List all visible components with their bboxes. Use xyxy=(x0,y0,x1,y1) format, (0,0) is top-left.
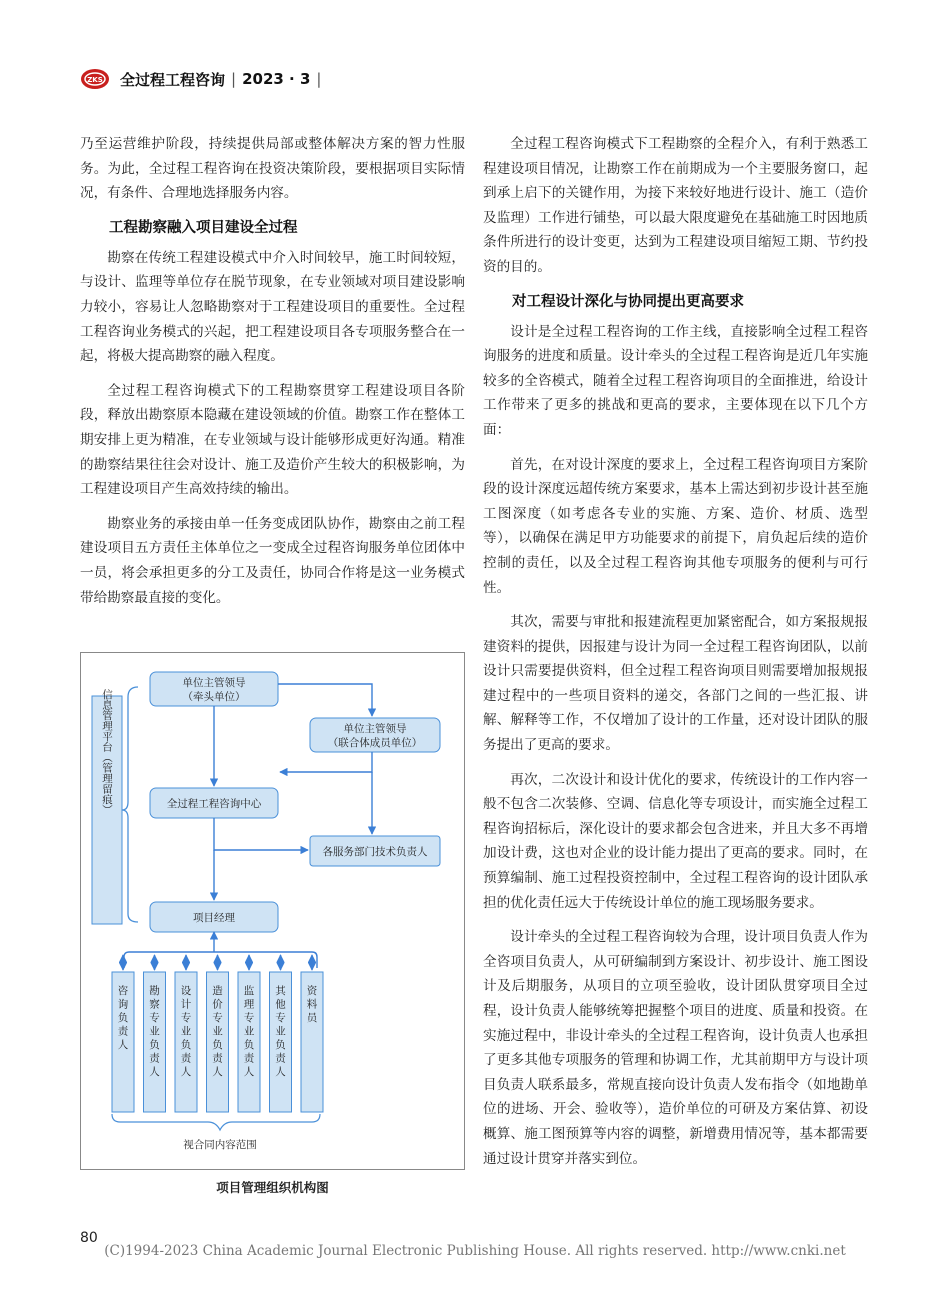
role-label-char: 理 xyxy=(243,998,255,1011)
lead-unit-label-1: 单位主管领导 xyxy=(182,677,246,689)
role-label-char: 人 xyxy=(117,1039,129,1051)
role-label-char: 资 xyxy=(306,985,318,997)
arrow xyxy=(278,684,372,716)
role-label-char: 业 xyxy=(149,1025,160,1038)
role-label-char: 员 xyxy=(306,1012,318,1024)
paragraph: 全过程工程咨询模式下工程勘察的全程介入，有利于熟悉工程建设项目情况，让勘察工作在前期成为一个主要服务窗口，起到承上启下的关键作用，为接下来较好地进行设计、施工（造价及监理）工作进行铺垫，可以最大限度避免在基础施工时因地质条件所进行的设计变更，达到为工程建设项目缩短工期、节约投资的目的。 xyxy=(483,136,868,275)
paragraph: 再次，二次设计和设计优化的要求，传统设计的工作内容一般不包含二次装修、空调、信息化等专项设计，而实施全过程工程咨询招标后，深化设计的要求都会包含进来，并且大多不再增加设计费，这也对企业的设计能力提出了更高的要求。同时，在预算编制、施工过程投资控制中，全过程工程咨询的设计团队承担的优化责任远大于传统设计单位的施工现场服务要求。 xyxy=(483,771,868,911)
role-label-char: 察 xyxy=(149,998,160,1011)
scope-bracket xyxy=(112,1114,320,1130)
role-label-char: 人 xyxy=(180,1066,192,1078)
role-label-char: 计 xyxy=(180,998,192,1011)
role-label-char: 负 xyxy=(243,1039,255,1051)
member-unit-label-1: 单位主管领导 xyxy=(343,723,407,735)
branch-line xyxy=(124,952,317,968)
role-label-char: 人 xyxy=(243,1066,255,1078)
role-label-char: 业 xyxy=(212,1025,223,1038)
role-label-char: 其 xyxy=(275,985,286,997)
paragraph: 全过程工程咨询模式下的工程勘察贯穿工程建设项目各阶段，释放出勘察原本隐藏在建设领域的价值。勘察工作在整体工期安排上更为精准，在专业领域与设计能够形成更好沟通。精准的勘察结果往往会对设计、施工及造价产生较大的积极影响，为工程建设项目产生高效持续的输出。 xyxy=(80,382,465,498)
role-label-char: 责 xyxy=(117,1025,129,1038)
role-label-char: 咨 xyxy=(117,985,129,997)
role-label-char: 专 xyxy=(275,1012,286,1024)
lead-unit-label-2: （牵头单位） xyxy=(182,691,246,703)
role-label-char: 负 xyxy=(212,1039,223,1051)
header-separator: | xyxy=(231,70,237,88)
paragraph: 勘察在传统工程建设模式中介入时间较早，施工时间较短，与设计、监理等单位存在脱节现象，在专业领域对项目建设影响力较小，容易让人忽略勘察对于工程建设项目的重要性。全过程工程咨询业务模式的兴起，把工程建设项目各专项服务整合在一起，将极大提高勘察的融入程度。 xyxy=(80,249,465,365)
header-separator-trailing: | xyxy=(316,70,322,88)
pm-label: 项目经理 xyxy=(193,912,235,924)
role-label-char: 责 xyxy=(275,1052,286,1065)
issue-number: 2023 · 3 xyxy=(242,70,311,88)
org-chart xyxy=(80,652,465,1170)
paragraph: 其次，需要与审批和报建流程更加紧密配合，如方案报规报建资料的提供，因报建与设计为同一全过程工程咨询团队，以前设计只需要提供资料，但全过程工程咨询项目则需要增加报规报建过程中的一些项目资料的递交，各部门之间的一些汇报、讲解、解释等工作，不仅增加了设计的工作量，还对设计团队的服务提出了更高的要求。 xyxy=(483,614,868,754)
role-label-char: 人 xyxy=(212,1066,223,1078)
role-label-char: 他 xyxy=(275,998,286,1011)
role-label-char: 监 xyxy=(243,985,255,997)
role-label-char: 专 xyxy=(180,1012,192,1024)
member-unit-label-2: （联合体成员单位） xyxy=(327,737,423,749)
center-label: 全过程工程咨询中心 xyxy=(166,798,262,810)
role-label-char: 料 xyxy=(306,998,318,1011)
platform-label: 信息管理平台（管理留痕） xyxy=(101,689,113,815)
section-heading: 对工程设计深化与协同提出更高要求 xyxy=(512,293,744,310)
copyright-footer: (C)1994-2023 China Academic Journal Electronic Publishing House. All rights reserved. http://www.cnki.net xyxy=(104,1243,846,1259)
bracket xyxy=(122,687,138,922)
page-number: 80 xyxy=(80,1230,98,1246)
arrow xyxy=(280,752,372,772)
role-label-char: 业 xyxy=(180,1025,192,1038)
role-label-char: 责 xyxy=(180,1052,192,1065)
paragraph: 勘察业务的承接由单一任务变成团队协作，勘察由之前工程建设项目五方责任主体单位之一变成全过程咨询服务单位团体中一员，将会承担更多的分工及责任，协同合作将是这一业务模式带给勘察最直接的变化。 xyxy=(80,515,465,606)
role-label-char: 造 xyxy=(212,985,223,997)
role-label-char: 勘 xyxy=(149,985,160,997)
role-label-char: 专 xyxy=(149,1012,160,1024)
right-column xyxy=(483,132,868,1181)
role-label-char: 业 xyxy=(275,1025,286,1038)
role-label-char: 负 xyxy=(149,1039,160,1051)
dept-heads-label: 各服务部门技术负责人 xyxy=(322,846,428,858)
role-label-char: 负 xyxy=(180,1039,192,1051)
role-label-char: 询 xyxy=(117,998,129,1011)
svg-text:ZKS: ZKS xyxy=(87,76,103,84)
paragraph: 乃至运营维护阶段，持续提供局部或整体解决方案的智力性服务。为此，全过程工程咨询在投资决策阶段，要根据项目实际情况，有条件、合理地选择服务内容。 xyxy=(80,136,465,202)
role-label-char: 责 xyxy=(212,1052,223,1065)
role-label-char: 设 xyxy=(180,985,192,997)
role-label-char: 价 xyxy=(212,998,223,1011)
role-label-char: 负 xyxy=(117,1012,129,1024)
left-column xyxy=(80,132,465,620)
role-label-char: 责 xyxy=(149,1052,160,1065)
role-label-char: 专 xyxy=(243,1012,255,1024)
paragraph: 设计是全过程工程咨询的工作主线，直接影响全过程工程咨询服务的进度和质量。设计牵头的全过程工程咨询是近几年实施较多的全咨模式，随着全过程工程咨询项目的全面推进，给设计工作带来了更多的挑战和更高的要求，主要体现在以下几个方面： xyxy=(483,323,868,438)
role-label-char: 责 xyxy=(243,1052,255,1065)
role-label-char: 专 xyxy=(212,1012,223,1024)
section-heading: 工程勘察融入项目建设全过程 xyxy=(109,219,298,236)
role-label-char: 人 xyxy=(275,1066,286,1078)
role-label-char: 人 xyxy=(149,1066,160,1078)
figure-caption: 项目管理组织机构图 xyxy=(216,1180,329,1195)
org-chart-figure xyxy=(80,652,465,1172)
journal-logo-icon xyxy=(80,67,110,91)
role-label-char: 负 xyxy=(275,1039,286,1051)
role-label-char: 业 xyxy=(243,1025,255,1038)
running-header xyxy=(80,64,327,94)
scope-label: 视合同内容范围 xyxy=(183,1139,257,1151)
arrow xyxy=(214,818,308,850)
paragraph: 首先，在对设计深度的要求上，全过程工程咨询项目方案阶段的设计深度远超传统方案要求，基本上需达到初步设计甚至施工图深度（如考虑各专业的实施、方案、造价、材质、选型等），以确保在满足甲方功能要求的前提下，肩负起后续的造价控制的责任，以及全过程工程咨询其他专项服务的便利与可行性。 xyxy=(483,456,868,596)
journal-title: 全过程工程咨询 xyxy=(120,70,226,89)
paragraph: 设计牵头的全过程工程咨询较为合理，设计项目负责人作为全咨项目负责人，从可研编制到方案设计、初步设计、施工图设计及后期服务，从项目的立项至验收，设计团队贯穿项目全过程，设计负责人能够统筹把握整个项目的进度、质量和投资。在实施过程中，非设计牵头的全过程工程咨询，设计负责人也承担了更多其他专项服务的管理和协调工作，尤其前期甲方与设计项目负责人联系最多，常规直接向设计负责人发布指令（如地勘单位的进场、开会、验收等），造价单位的可研及方案估算、初设概算、施工图预算等内容的调整，新增费用情况等，基本都需要通过设计贯穿并落实到位。 xyxy=(483,929,868,1167)
